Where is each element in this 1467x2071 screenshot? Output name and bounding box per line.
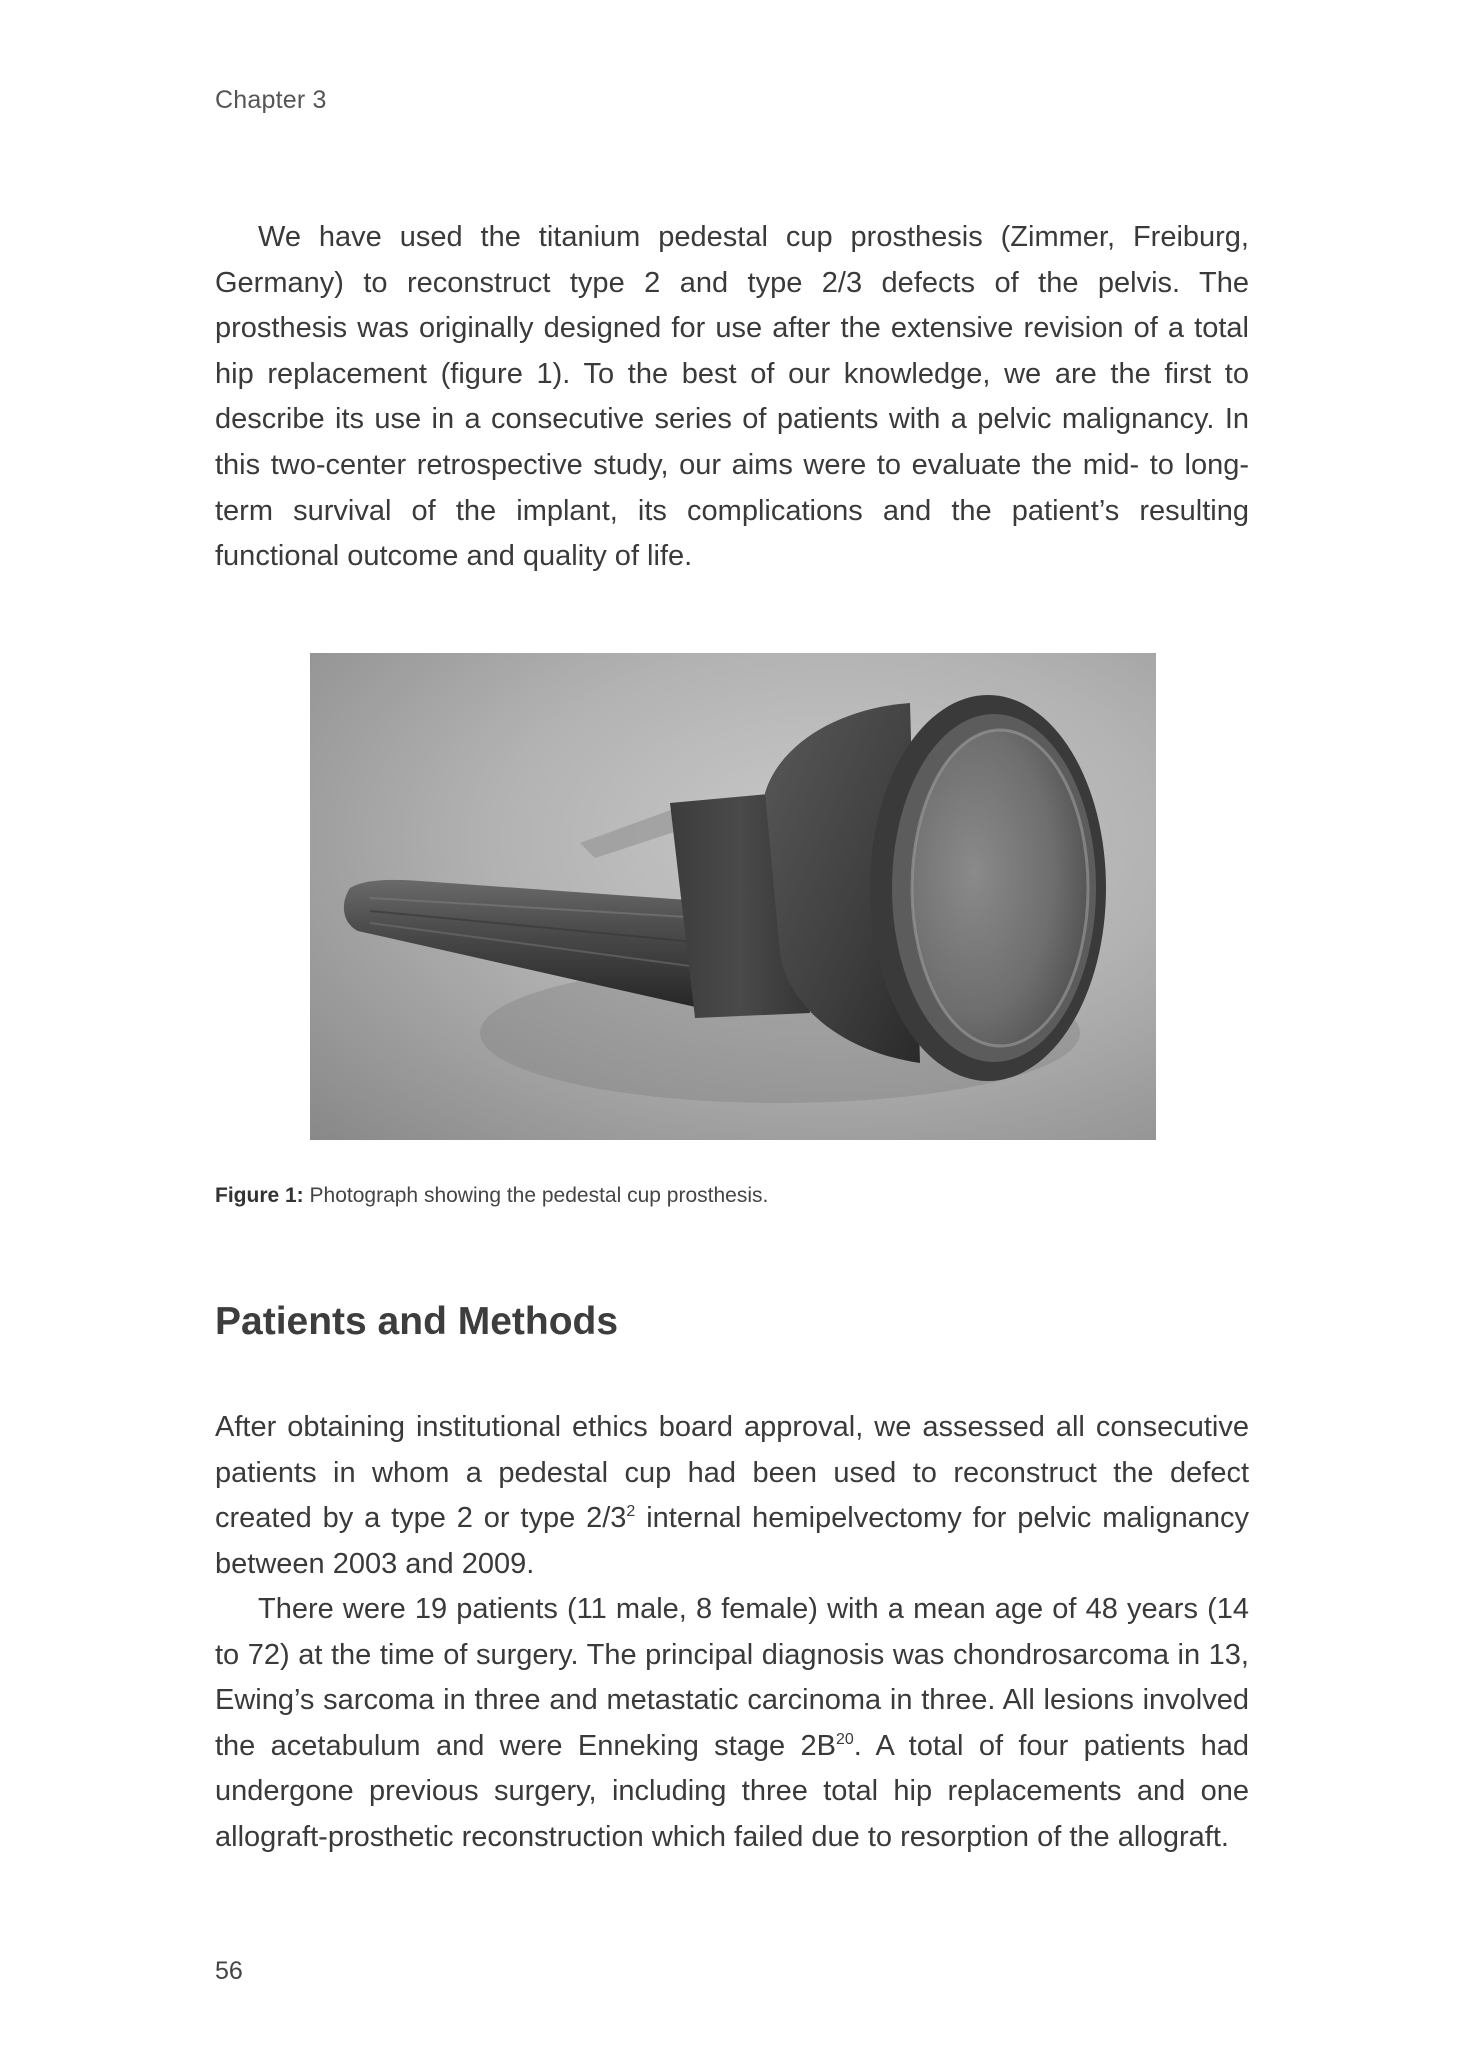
figure-photo <box>310 653 1156 1140</box>
methods-paragraph-1 <box>215 1405 1249 1587</box>
running-header: Chapter 3 <box>215 86 327 114</box>
citation-superscript: 2 <box>626 1503 636 1521</box>
figure-caption <box>215 1184 768 1208</box>
page-number: 56 <box>215 1957 243 1985</box>
methods-p1-text-b: internal hemipelvectomy for pelvic malignancy between 2003 and 2009. <box>215 1502 1249 1580</box>
methods-p2-text-b: . A total of four patients had undergone previous surgery, including three total hip replacements and one allograft-prosthetic reconstruction which failed due to resorption of the allograft. <box>215 1729 1249 1853</box>
intro-paragraph: We have used the titanium pedestal cup prosthesis (Zimmer, Freiburg, Germany) to reconstruct type 2 and type 2/3 defects of the pelvis. The prosthesis was originally designed for use after the extensive revision of a total hip replacement (figure 1). To the best of our knowledge, we are the first to describe its use in a consecutive series of patients with a pelvic malignancy. In this two-center retrospective study, our aims were to evaluate the mid- to long-term survival of the implant, its complications and the patient’s resulting functional outcome and quality of life. <box>215 221 1249 573</box>
figure-caption-label: Figure 1: <box>215 1184 304 1207</box>
citation-superscript: 20 <box>835 1730 854 1748</box>
section-heading: Patients and Methods <box>215 1300 619 1343</box>
methods-p1-text-a: After obtaining institutional ethics board approval, we assessed all consecutive patients in whom a pedestal cup had been used to reconstruct the defect created by a type 2 or type 2/3 <box>215 1411 1249 1535</box>
methods-p2-text-a: There were 19 patients (11 male, 8 female) with a mean age of 48 years (14 to 72) at the time of surgery. The principal diagnosis was chondrosarcoma in 13, Ewing’s sarcoma in three and metastatic carcinoma in three. All lesions involved the acetabulum and were Enneking stage 2B <box>215 1593 1249 1762</box>
figure-caption-text: Photograph showing the pedestal cup prosthesis. <box>303 1184 769 1207</box>
methods-paragraph-2 <box>215 1587 1249 1861</box>
